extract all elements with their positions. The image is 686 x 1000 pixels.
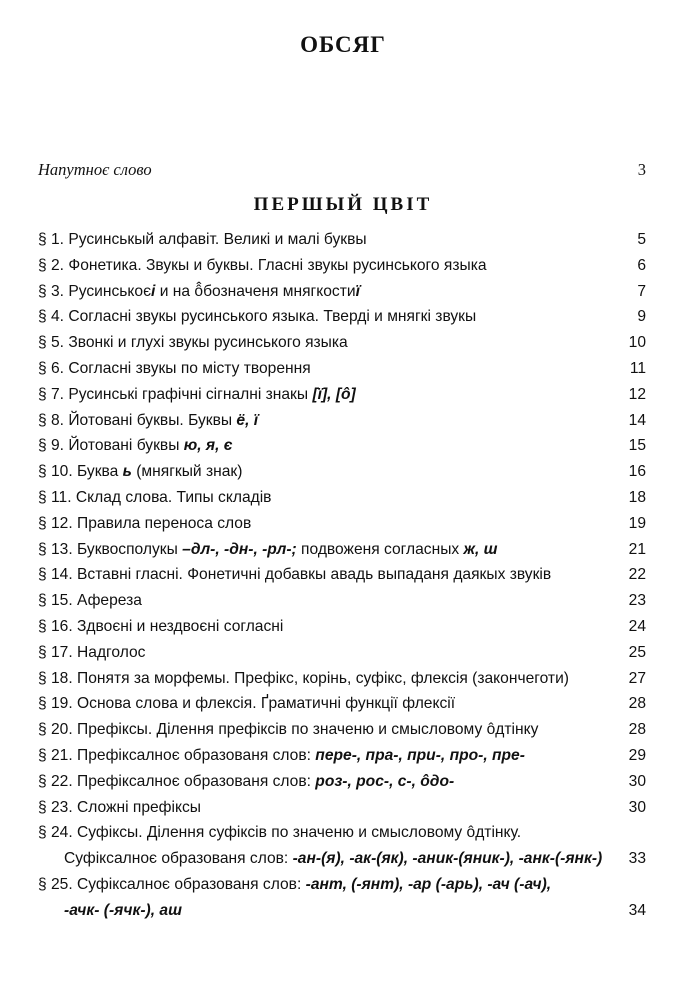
- entry-title: Понятя за морфемы. Префікс, корінь, суфікс, флексія (закончеготи): [77, 669, 569, 687]
- entry-title: и: [155, 282, 173, 300]
- page-number: 18: [628, 489, 646, 506]
- toc-entry-text: [38, 436, 233, 456]
- section-number: § 14.: [38, 566, 78, 584]
- toc-entry-text: [38, 333, 348, 353]
- entry-emphasis: ю, я, є: [183, 437, 233, 455]
- entry-title: Русинськый алфавіт. Великі и малі буквы: [68, 231, 367, 248]
- page-number: 7: [637, 282, 646, 300]
- toc-entry-text: [38, 746, 525, 766]
- entry-title: Афереза: [77, 592, 142, 610]
- entry-emphasis: пере-, пра-, при-, про-, пре-: [315, 747, 525, 764]
- page-number: 16: [628, 463, 646, 481]
- entry-emphasis: роз-, рос-, с-, ôдо-: [315, 772, 455, 790]
- entry-title: Буквосполукы: [77, 540, 183, 558]
- entry-emphasis: -ан-(я), -ак-(як), -аник-(яник-), -анк-(-янк-): [292, 850, 603, 868]
- entry-title: Суфіксы. Ділення суфіксів по значеню и смысловому ôдтінку.: [77, 824, 522, 842]
- page-number: 6: [637, 256, 646, 274]
- toc-entry-text: [38, 462, 242, 482]
- page-number: 28: [628, 695, 646, 713]
- page-number: 11: [629, 360, 646, 377]
- page-number: 29: [628, 747, 646, 764]
- section-number: § 24.: [38, 824, 78, 842]
- entry-title: Звонкі и глухі звукы русинського языка: [68, 334, 348, 352]
- toc-entry-text: [64, 849, 602, 869]
- entry-title: Здвоєні и нездвоєні согласні: [77, 618, 284, 635]
- page-number: 22: [628, 566, 646, 584]
- section-number: § 2.: [38, 256, 69, 274]
- section-number: § 5.: [38, 334, 69, 352]
- entry-title: Надголос: [77, 643, 146, 661]
- section-number: § 3.: [38, 282, 69, 300]
- section-number: § 21.: [38, 747, 78, 764]
- entry-emphasis: –дл-, -дн-, -рл-;: [182, 540, 297, 558]
- entry-title: Основа слова и флексія. Ґраматичні функції флексії: [77, 695, 456, 713]
- entry-title: Русинськоє: [68, 282, 152, 300]
- page-number: 24: [628, 618, 646, 635]
- page-number: 14: [628, 411, 646, 429]
- entry-title: Буква: [77, 463, 123, 481]
- section-number: § 22.: [38, 772, 78, 790]
- entry-title: Согласні звукы по місту творення: [68, 360, 311, 377]
- page-number: 9: [637, 308, 646, 326]
- section-number: § 1.: [38, 231, 69, 248]
- section-number: § 9.: [38, 437, 69, 455]
- toc-entry-text: [38, 823, 521, 843]
- entry-title: Суфіксалноє образованя слов:: [64, 850, 293, 868]
- entry-title: Префіксы. Ділення префіксів по значеню и смысловому ôдтінку: [77, 721, 539, 739]
- section-number: § 18.: [38, 669, 78, 687]
- toc-entry-text: [38, 359, 311, 379]
- entry-title: Префіксалноє образованя слов:: [77, 772, 316, 790]
- entry-title: подвоженя согласных: [296, 540, 464, 558]
- toc-entry-text: [38, 488, 271, 508]
- toc-entry-text: [38, 307, 476, 327]
- page-number: 27: [628, 669, 646, 687]
- entry-emphasis: ї: [355, 282, 360, 300]
- page-number: 28: [628, 721, 646, 739]
- toc-entry-text: [38, 798, 201, 818]
- page-number: 5: [637, 231, 646, 248]
- entry-title: Суфіксалноє образованя слов:: [77, 876, 306, 893]
- toc-entry-text: [38, 230, 367, 250]
- section-number: § 20.: [38, 721, 78, 739]
- entry-title: Согласні звукы русинського языка. Тверді и мнягкі звукы: [68, 308, 477, 326]
- entry-title: Русинські графічні сігналні знакы: [68, 385, 313, 403]
- toc-entry-text: [38, 385, 356, 405]
- toc-entry-text: [38, 565, 551, 585]
- toc-entry-text: [38, 720, 538, 740]
- page-number: 34: [628, 901, 646, 919]
- page-number: 12: [628, 385, 646, 403]
- section-number: § 10.: [38, 463, 78, 481]
- intro-label: Напутноє слово: [38, 160, 152, 179]
- page-number: 21: [628, 540, 646, 558]
- section-number: § 19.: [38, 695, 78, 713]
- section-number: § 4.: [38, 308, 69, 326]
- toc-entry-text: [38, 256, 487, 276]
- page-number: 25: [628, 643, 646, 661]
- section-number: § 25.: [38, 876, 78, 893]
- entry-emphasis: -ант, (-янт), -ар (-арь), -ач (-ач),: [305, 876, 552, 893]
- entry-emphasis: [ї], [ô]: [312, 385, 356, 403]
- entry-title: Сложні префіксы: [77, 798, 201, 816]
- entry-title: Йотовані буквы. Буквы: [68, 411, 237, 429]
- toc-entry-text: [64, 901, 182, 921]
- toc-entry-text: [38, 617, 283, 637]
- entry-title: Йотовані буквы: [68, 437, 184, 455]
- page-number: 15: [628, 437, 646, 455]
- section-heading: ПЕРШЫЙ ЦВІТ: [253, 194, 433, 215]
- page-number: 33: [628, 850, 646, 868]
- toc-entry-text: [38, 514, 251, 534]
- entry-title: Склад слова. Типы складів: [75, 489, 272, 506]
- entry-title: Префіксалноє образованя слов:: [77, 747, 316, 764]
- page-number: 23: [628, 592, 646, 610]
- section-number: § 12.: [38, 514, 78, 532]
- section-number: § 23.: [38, 798, 78, 816]
- entry-emphasis: ж, ш: [463, 540, 498, 558]
- page-number: 3: [637, 160, 646, 179]
- page-number: 30: [628, 772, 646, 790]
- entry-emphasis: і: [151, 282, 156, 300]
- section-number: § 13.: [38, 540, 78, 558]
- toc-entry-text: [38, 540, 498, 560]
- entry-emphasis: -ачк- (-ячк-), аш: [64, 901, 182, 919]
- section-number: § 16.: [38, 618, 78, 635]
- entry-title: Вставні гласні. Фонетичні добавкы авадь выпаданя даякых звуків: [77, 566, 552, 584]
- toc-entry-text: [38, 282, 360, 302]
- section-number: § 6.: [38, 360, 69, 377]
- toc-entry-text: [38, 875, 551, 895]
- entry-title: на ô̂бозначеня мнягкости: [172, 282, 356, 300]
- toc-entry-text: [38, 643, 145, 663]
- toc-entry-text: [38, 411, 258, 431]
- section-number: § 7.: [38, 385, 69, 403]
- toc-entry-text: [38, 591, 142, 611]
- entry-title: (мнягкый знак): [131, 463, 243, 481]
- toc-entry-text: [38, 694, 455, 714]
- page-number: 30: [628, 798, 646, 816]
- page-number: 19: [628, 514, 646, 532]
- entry-title: Фонетика. Звукы и буквы. Гласні звукы русинського языка: [68, 256, 487, 274]
- toc-entry-text: [38, 772, 454, 792]
- entry-title: Правила переноса слов: [77, 514, 252, 532]
- section-number: § 17.: [38, 643, 78, 661]
- toc-entry-text: [38, 669, 569, 689]
- page-title: ОБСЯГ: [300, 32, 386, 57]
- section-number: § 8.: [38, 411, 69, 429]
- page-number: 10: [628, 334, 646, 352]
- entry-emphasis: ё, ї: [236, 411, 259, 429]
- section-number: § 11.: [38, 489, 76, 506]
- section-number: § 15.: [38, 592, 78, 610]
- entry-emphasis: ь: [122, 463, 132, 481]
